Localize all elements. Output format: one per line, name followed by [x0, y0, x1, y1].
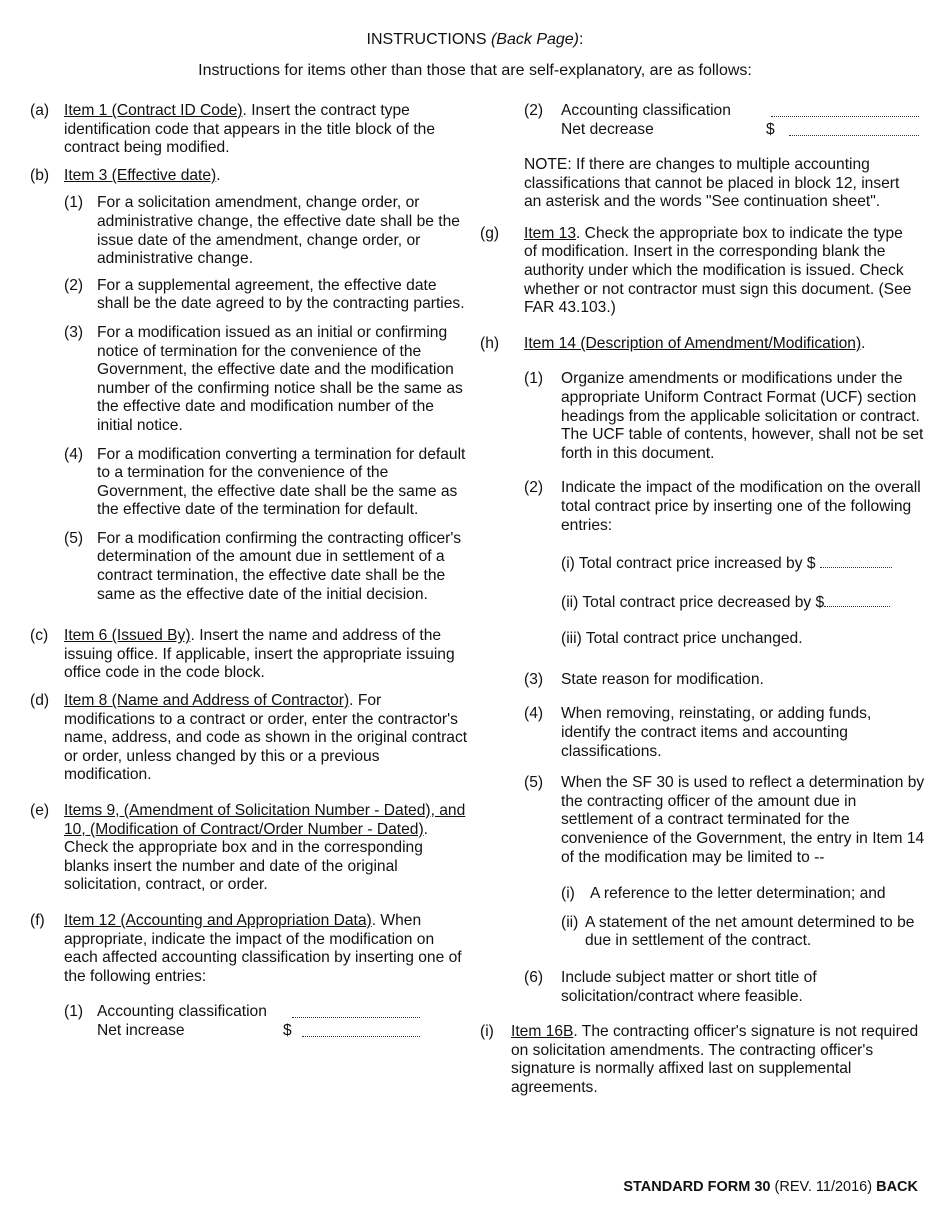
form-footer — [623, 1179, 918, 1195]
price-decreased-blank — [824, 592, 890, 607]
footer-form-name: STANDARD FORM 30 — [623, 1179, 771, 1195]
item-a-title: Item 1 (Contract ID Code) — [64, 102, 243, 119]
item-h-sub-1-label: (1) — [524, 370, 544, 388]
footer-revision: (REV. 11/2016) — [774, 1179, 873, 1195]
item-i-title: Item 16B — [511, 1023, 574, 1041]
item-h-text: . — [861, 334, 866, 352]
item-b-sub-1-label: (1) — [64, 194, 84, 212]
item-b-sub-3-label: (3) — [64, 323, 84, 341]
item-a-text: . Insert the contract type identification code that appears in the title block of the contract being modified. — [64, 102, 436, 157]
item-h-sub-3 — [524, 671, 925, 690]
item-b-sub-3-text: For a modification issued as an initial or confirming notice of termination for the convenience of the Government, the effective date and the modification number of the confirming notice shall be the same as the effective date and modification number of the initial notice. — [97, 323, 463, 434]
item-h-title: Item 14 (Description of Amendment/Modification) — [524, 334, 862, 352]
item-f-sub-1-label: (1) — [64, 1003, 84, 1021]
item-h-sub-1 — [524, 370, 925, 463]
title-colon: : — [579, 31, 584, 48]
title-suffix: (Back Page) — [490, 31, 580, 48]
item-g-body — [524, 225, 919, 318]
item-g-title: Item 13 — [524, 224, 577, 242]
item-a-label: (a) — [30, 102, 50, 119]
accounting-classification-blank-2 — [771, 102, 919, 117]
item-d-title: Item 8 (Name and Address of Contractor) — [64, 692, 350, 710]
left-column — [30, 100, 470, 1041]
item-b-sub-1-text: For a solicitation amendment, change order, or administrative change, the effective date shall be the issue date of the amendment, change order, or administrative change. — [97, 194, 460, 268]
item-h-sub-2-label: (2) — [524, 479, 544, 497]
item-h-sub-1-text: Organize amendments or modifications under the appropriate Uniform Contract Format (UCF) section headings from the applicable solicitation or contract. The UCF table of contents, however, shall not be set forth in this document. — [561, 370, 924, 462]
net-decrease-blank — [789, 121, 919, 136]
limit-2-text: A statement of the net amount determined to be due in settlement of the contract. — [585, 913, 915, 950]
item-b-sub-4-label: (4) — [64, 445, 84, 463]
item-h-sub-6 — [524, 969, 925, 1006]
item-b-sub-2-text: For a supplemental agreement, the effective date shall be the date agreed to by the contracting parties. — [97, 276, 465, 313]
item-d-text: . For modifications to a contract or order, enter the contractor's name, address, and code as shown in the original contract or order, unless changed by this or a previous modification. — [64, 692, 468, 784]
item-c-body — [64, 627, 470, 683]
dollar-sign-1: $ — [283, 1022, 292, 1040]
item-h — [480, 335, 925, 354]
dollar-sign-2: $ — [766, 121, 775, 138]
item-b-text: . — [216, 166, 221, 184]
item-h-sub-5-label: (5) — [524, 774, 544, 792]
item-a — [30, 102, 470, 158]
item-f-sub-1-line1: Accounting classification — [97, 1003, 267, 1021]
item-f-sub-2-label: (2) — [524, 102, 544, 119]
item-b-sub-5-text: For a modification confirming the contracting officer's determination of the amount due in settlement of a contract termination, the effective date shall be the same as the effective date of the initial decision. — [97, 529, 462, 603]
item-b-sub-1 — [64, 194, 470, 268]
item-h-sub-5 — [524, 774, 925, 867]
intro-text: Instructions for items other than those that are self-explanatory, are as follows: — [198, 62, 752, 79]
item-f-body — [64, 912, 470, 986]
item-a-body — [64, 102, 470, 158]
item-c-label: (c) — [30, 627, 49, 645]
item-e-label: (e) — [30, 802, 50, 819]
item-f-text: . When appropriate, indicate the impact of the modification on each affected accounting classification by inserting one of the following entries: — [64, 911, 462, 985]
item-c — [30, 627, 470, 683]
item-h-sub-4 — [524, 705, 925, 761]
item-d — [30, 692, 470, 785]
item-e — [30, 802, 470, 895]
item-f-sub-1 — [64, 1003, 470, 1041]
item-h-sub-5-text: When the SF 30 is used to reflect a determination by the contracting officer of the amount due in settlement of a contract terminated for the convenience of the Government, the entry in Item 14 of the modification may be limited to -- — [561, 774, 925, 866]
item-b-sub-3 — [64, 324, 470, 436]
entry-price-increased-text: (i) Total contract price increased by $ — [561, 555, 816, 573]
item-f-sub-1-line2: Net increase — [97, 1022, 185, 1040]
item-b-label: (b) — [30, 166, 50, 184]
item-b-sub-2 — [64, 277, 470, 314]
item-f-sub-2 — [524, 102, 925, 140]
item-i — [480, 1023, 925, 1097]
item-d-label: (d) — [30, 692, 50, 710]
item-c-text: . Insert the name and address of the issuing office. If applicable, insert the appropriate issuing office code in the code block. — [64, 627, 455, 682]
item-f — [30, 912, 470, 986]
item-h-sub-4-label: (4) — [524, 705, 544, 723]
item-i-body — [511, 1023, 925, 1097]
limit-letter-determination — [561, 885, 925, 904]
item-b-body — [64, 167, 470, 186]
item-e-text: . Check the appropriate box and in the corresponding blanks insert the number and date of the original solicitation, contract, or order. — [64, 820, 429, 894]
item-h-sub-3-text: State reason for modification. — [561, 670, 764, 688]
net-increase-blank — [302, 1022, 420, 1037]
item-b-sub-5-label: (5) — [64, 529, 84, 547]
entry-price-increased — [561, 553, 925, 574]
item-f-title: Item 12 (Accounting and Appropriation Data) — [64, 911, 372, 929]
item-h-body — [524, 335, 925, 354]
item-e-title: Items 9, (Amendment of Solicitation Number - Dated), and 10, (Modification of Contract/Order Number - Dated) — [64, 802, 466, 838]
item-h-sub-6-text: Include subject matter or short title of solicitation/contract where feasible. — [561, 969, 817, 1005]
item-g — [480, 225, 925, 318]
item-h-sub-4-text: When removing, reinstating, or adding funds, identify the contract items and accounting classifications. — [561, 705, 872, 760]
entry-price-decreased-text: (ii) Total contract price decreased by $ — [561, 593, 825, 611]
limit-net-amount — [561, 914, 925, 951]
item-i-text: . The contracting officer's signature is not required on solicitation amendments. The contracting officer's signature is normally affixed last on supplemental agreements. — [511, 1023, 919, 1096]
right-column — [480, 100, 925, 1098]
title-text: INSTRUCTIONS — [366, 31, 487, 48]
page-title — [0, 31, 950, 49]
accounting-classification-blank-1 — [292, 1003, 420, 1018]
item-b-sub-2-label: (2) — [64, 276, 84, 294]
item-b-sub-4-text: For a modification converting a termination for default to a termination for the convenience of the Government, the effective date shall be the same as the effective date of the termination for default. — [97, 445, 466, 519]
item-c-title: Item 6 (Issued By) — [64, 627, 191, 645]
limit-2-label: (ii) — [561, 913, 579, 931]
item-h-sub-2-text: Indicate the impact of the modification on the overall total contract price by inserting one of the following entries: — [561, 479, 921, 534]
item-b — [30, 167, 470, 186]
item-g-label: (g) — [480, 224, 500, 242]
item-h-label: (h) — [480, 334, 500, 352]
item-f-sub-2-line1: Accounting classification — [561, 102, 731, 119]
item-h-sub-6-label: (6) — [524, 969, 544, 986]
footer-side: BACK — [876, 1179, 918, 1195]
item-b-sub-5 — [64, 530, 470, 604]
entry-price-decreased — [561, 592, 925, 613]
item-i-label: (i) — [480, 1023, 494, 1041]
item-d-body — [64, 692, 470, 785]
item-e-body — [64, 802, 470, 895]
item-b-sub-4 — [64, 446, 470, 520]
price-increased-blank — [820, 553, 892, 568]
item-b-title: Item 3 (Effective date) — [64, 166, 217, 184]
entry-price-unchanged: (iii) Total contract price unchanged. — [561, 630, 803, 648]
limit-1-label: (i) — [561, 885, 575, 903]
item-f-sub-2-line2: Net decrease — [561, 121, 654, 138]
item-h-sub-2 — [524, 479, 925, 535]
item-g-text: . Check the appropriate box to indicate the type of modification. Insert in the corresponding blank the authority under which the modification is issued. Check whether or not contractor must sign this document. (See FAR 43.103.) — [524, 224, 912, 317]
item-h-sub-3-label: (3) — [524, 670, 544, 688]
item-f-label: (f) — [30, 911, 45, 929]
limit-1-text: A reference to the letter determination; and — [590, 885, 886, 903]
item-f-note: NOTE: If there are changes to multiple accounting classifications that cannot be placed in block 12, insert an asterisk and the words "See continuation sheet". — [524, 156, 900, 211]
